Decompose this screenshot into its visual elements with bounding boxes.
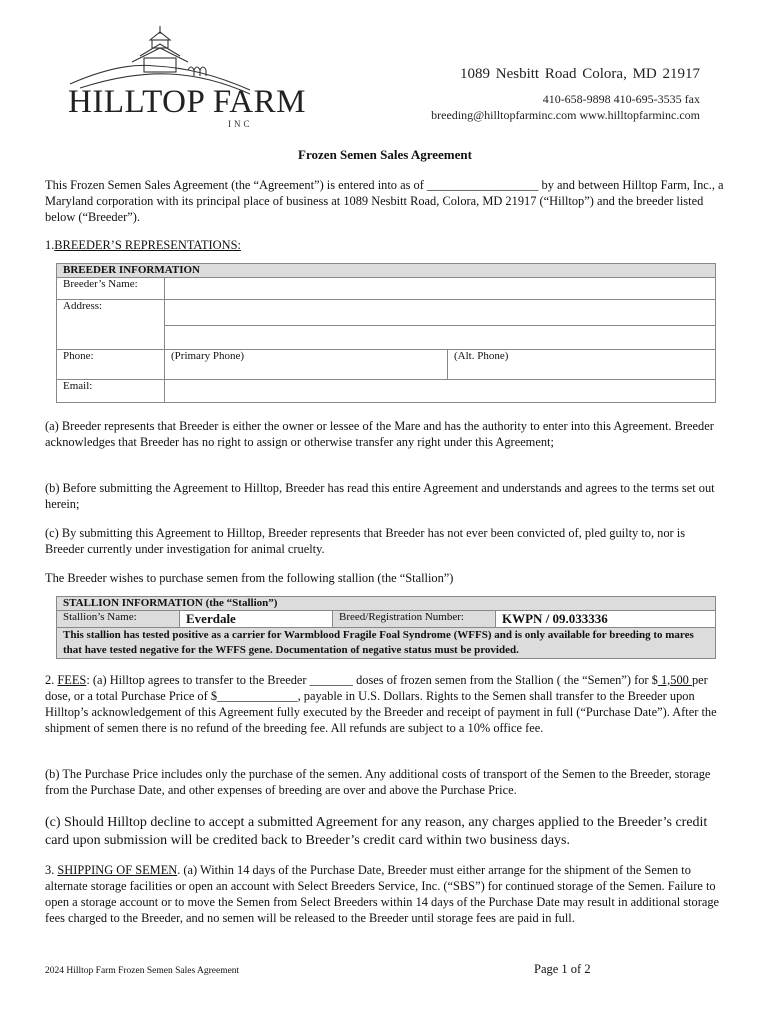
section-title: BREEDER’S REPRESENTATIONS:: [54, 238, 241, 252]
shipping-text: . (a) Within 14 days of the Purchase Date, Breeder must either arrange for the shipment of the Semen to alternate storage facilities or open an account with Select Breeders Service, Inc. (“SBS”) for continued storage of the Semen. Failure to open a storage account or to move the Semen from Select Breeders within 14 days of the Purchase Date may result in additional storage fees charged to the Breeder, and no semen will be released to the Breeder until storage fees are paid in full.: [45, 863, 720, 925]
section-number: 1.: [45, 238, 55, 252]
stallion-name-label: Stallion’s Name:: [57, 611, 180, 628]
registration-label: Breed/Registration Number:: [333, 611, 496, 628]
footer-document-name: 2024 Hilltop Farm Frozen Semen Sales Agreement: [45, 966, 240, 976]
fees-b: (b) The Purchase Price includes only the purchase of the semen. Any additional costs of transport of the Semen to the Breeder, storage from the Purchase Date, and other expenses of breeding are over and above the Purchase Price.: [45, 767, 711, 797]
breeder-info-table: [56, 263, 716, 403]
address-line-1-field[interactable]: [165, 300, 716, 326]
fees-text-1: : (a) Hilltop agrees to transfer to the Breeder _______ doses of frozen semen from the Stallion ( the “Semen”) for: [86, 673, 649, 687]
shipping-heading: SHIPPING OF SEMEN: [57, 863, 178, 877]
document-title: Frozen Semen Sales Agreement: [298, 147, 472, 162]
phone-label: Phone:: [57, 350, 165, 380]
company-address: 1089 Nesbitt Road Colora, MD 21917: [460, 66, 700, 82]
email-label: Email:: [57, 380, 165, 403]
fees-text-2: per dose, or a total Purchase Price of $_____________, payable in U.S. Dollars. Rights to the Semen shall transfer to the Breeder upon Hilltop’s acknowledgement of this Agreement fully executed by the Breeder and receipt of payment in full (“Purchase Date”). After the shipment of semen there is no refund of the breeding fee. All refunds are subject to a 10% office fee.: [45, 673, 717, 735]
logo-inc: INC: [228, 119, 253, 129]
company-phones: 410-658-9898 410-695-3535 fax: [542, 92, 700, 106]
representation-c: (c) By submitting this Agreement to Hilltop, Breeder represents that Breeder has not ever been convicted of, pled guilty to, nor is Breeder currently under investigation for animal cruelty.: [45, 526, 686, 556]
representation-a: (a) Breeder represents that Breeder is either the owner or lessee of the Mare and has the authority to enter into this Agreement. Breeder acknowledges that Breeder has no right to assign or otherwise transfer any right under this Agreement;: [45, 419, 714, 449]
email-field[interactable]: [165, 380, 716, 403]
price-per-dose: 1,500: [657, 673, 692, 687]
company-email-web: breeding@hilltopfarminc.com www.hilltopfarminc.com: [431, 108, 700, 122]
fees-heading: FEES: [57, 673, 87, 687]
breeder-table-header: BREEDER INFORMATION: [57, 264, 716, 278]
fees-c: (c) Should Hilltop decline to accept a submitted Agreement for any reason, any charges applied to the Breeder’s credit card upon submission will be credited back to Breeder’s credit card within two business days.: [45, 815, 708, 848]
stallion-intro: The Breeder wishes to purchase semen from the following stallion (the “Stallion”): [45, 571, 454, 585]
stallion-name-value: Everdale: [180, 611, 333, 628]
stallion-table-header: STALLION INFORMATION (the “Stallion”): [57, 597, 716, 611]
representation-b: (b) Before submitting the Agreement to Hilltop, Breeder has read this entire Agreement and understands and agrees to the terms set out herein;: [45, 481, 715, 511]
shipping-number: 3.: [45, 863, 55, 877]
address-label: Address:: [57, 300, 165, 350]
alt-phone-field[interactable]: (Alt. Phone): [448, 350, 716, 380]
wffs-notice: This stallion has tested positive as a carrier for Warmblood Fragile Foal Syndrome (WFFS) and is only available for breeding to mares that have tested negative for the WFFS gene. Documentation of negative status must be provided.: [57, 628, 716, 659]
fees-paragraph: [45, 672, 725, 736]
breeder-name-field[interactable]: [165, 278, 716, 300]
intro-paragraph: This Frozen Semen Sales Agreement (the “Agreement”) is entered into as of __________________ by and between Hilltop Farm, Inc., a Maryland corporation with its principal place of business at 1089 Nesbitt Road, Colora, MD 21917 (“Hilltop”) and the breeder listed below (“Breeder”).: [45, 178, 724, 224]
breeder-name-label: Breeder’s Name:: [57, 278, 165, 300]
shipping-paragraph: [45, 862, 725, 926]
price-prefix: $: [651, 673, 658, 687]
stallion-info-table: [56, 596, 716, 659]
primary-phone-field[interactable]: (Primary Phone): [165, 350, 448, 380]
fees-number: 2.: [45, 673, 55, 687]
page-number: Page 1 of 2: [534, 962, 591, 976]
section-1-heading: [45, 237, 725, 253]
registration-value: KWPN / 09.033336: [496, 611, 716, 628]
address-line-2-field[interactable]: [165, 326, 716, 350]
logo-wordmark: HILLTOP FARM: [68, 84, 306, 120]
